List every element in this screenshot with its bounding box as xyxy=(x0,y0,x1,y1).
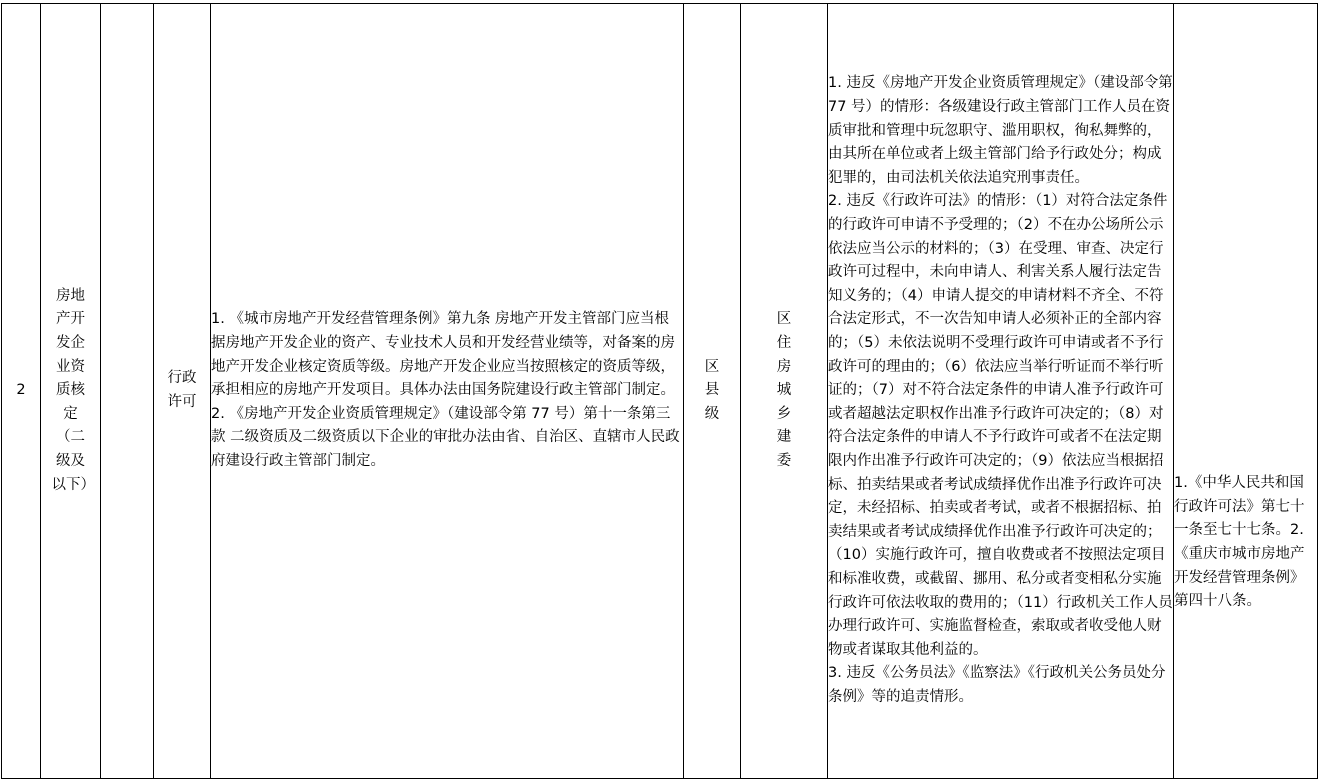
level: 区县级 xyxy=(704,358,720,422)
legal-basis-cell xyxy=(1174,4,1318,779)
table-row xyxy=(2,4,1318,779)
responsibility-paragraph: 3. 违反《公务员法》《监察法》《行政机关公务员处分条例》等的追责情形。 xyxy=(828,665,1166,705)
department: 区住房城乡建委 xyxy=(776,311,792,469)
responsibility-paragraph: 1. 违反《房地产开发企业资质管理规定》（建设部令第 77 号）的情形：各级建设行政主管部门工作人员在资质审批和管理中玩忽职守、滥用职权，徇私舞弊的，由其所在单位或者上级主管部门给予行政处分；构成犯罪的，由司法机关依法追究刑事责任。 xyxy=(828,75,1173,186)
level-cell xyxy=(684,4,741,779)
blank-cell xyxy=(101,4,154,779)
basis-paragraph: 2. 《房地产开发企业资质管理规定》（建设部令第 77 号）第十一条第三款 二级资质及二级资质以下企业的审批办法由省、自治区、直辖市人民政府建设行政主管部门制定。 xyxy=(211,405,680,469)
legal-basis: 1.《中华人民共和国行政许可法》第七十一条至七十七条。2.《重庆市城市房地产开发经营管理条例》第四十八条。 xyxy=(1174,475,1305,610)
responsibility-paragraph: 2. 违反《行政许可法》的情形：（1）对符合法定条件的行政许可申请不予受理的；（2）不在办公场所公示依法应当公示的材料的；（3）在受理、审查、决定行政许可过程中，未向申请人、利害关系人履行法定告知义务的；（4）申请人提交的申请材料不齐全、不符合法定形式，不一次告知申请人必须补正的全部内容的；（5）未依法说明不受理行政许可申请或者不予行政许可的理由的；（6）依法应当举行听证而不举行听证的；（7）对不符合法定条件的申请人准予行政许可或者超越法定职权作出准予行政许可决定的；（8）对符合法定条件的申请人不予行政许可或者不在法定期限内作出准予行政许可决定的；（9）依法应当根据招标、拍卖结果或者考试成绩择优作出准予行政许可决定，未经招标、拍卖或者考试，或者不根据招标、拍卖结果或者考试成绩择优作出准予行政许可决定的；（10）实施行政许可，擅自收费或者不按照法定项目和标准收费，或截留、挪用、私分或者变相私分实施行政许可依法收取的费用的；（11）行政机关工作人员办理行政许可、实施监督检查，索取或者收受他人财物或者谋取其他利益的。 xyxy=(828,193,1173,658)
basis-cell xyxy=(211,4,684,779)
basis-paragraph: 1. 《城市房地产开发经营管理条例》第九条 房地产开发主管部门应当根据房地产开发企业的资产、专业技术人员和开发经营业绩等，对备案的房地产开发企业核定资质等级。房地产开发企业应当按照核定的资质等级，承担相应的房地产开发项目。具体办法由国务院建设行政主管部门制定。 xyxy=(211,311,675,399)
permit-type-cell xyxy=(154,4,211,779)
row-number: 2 xyxy=(2,4,41,779)
permit-type: 行政许可 xyxy=(167,370,197,410)
item-name: 房地产开发企业资质核定（二级及以下） xyxy=(51,287,95,493)
department-cell xyxy=(741,4,828,779)
responsibility-table xyxy=(1,3,1318,779)
item-name-cell xyxy=(41,4,101,779)
responsibility-cell xyxy=(828,4,1174,779)
